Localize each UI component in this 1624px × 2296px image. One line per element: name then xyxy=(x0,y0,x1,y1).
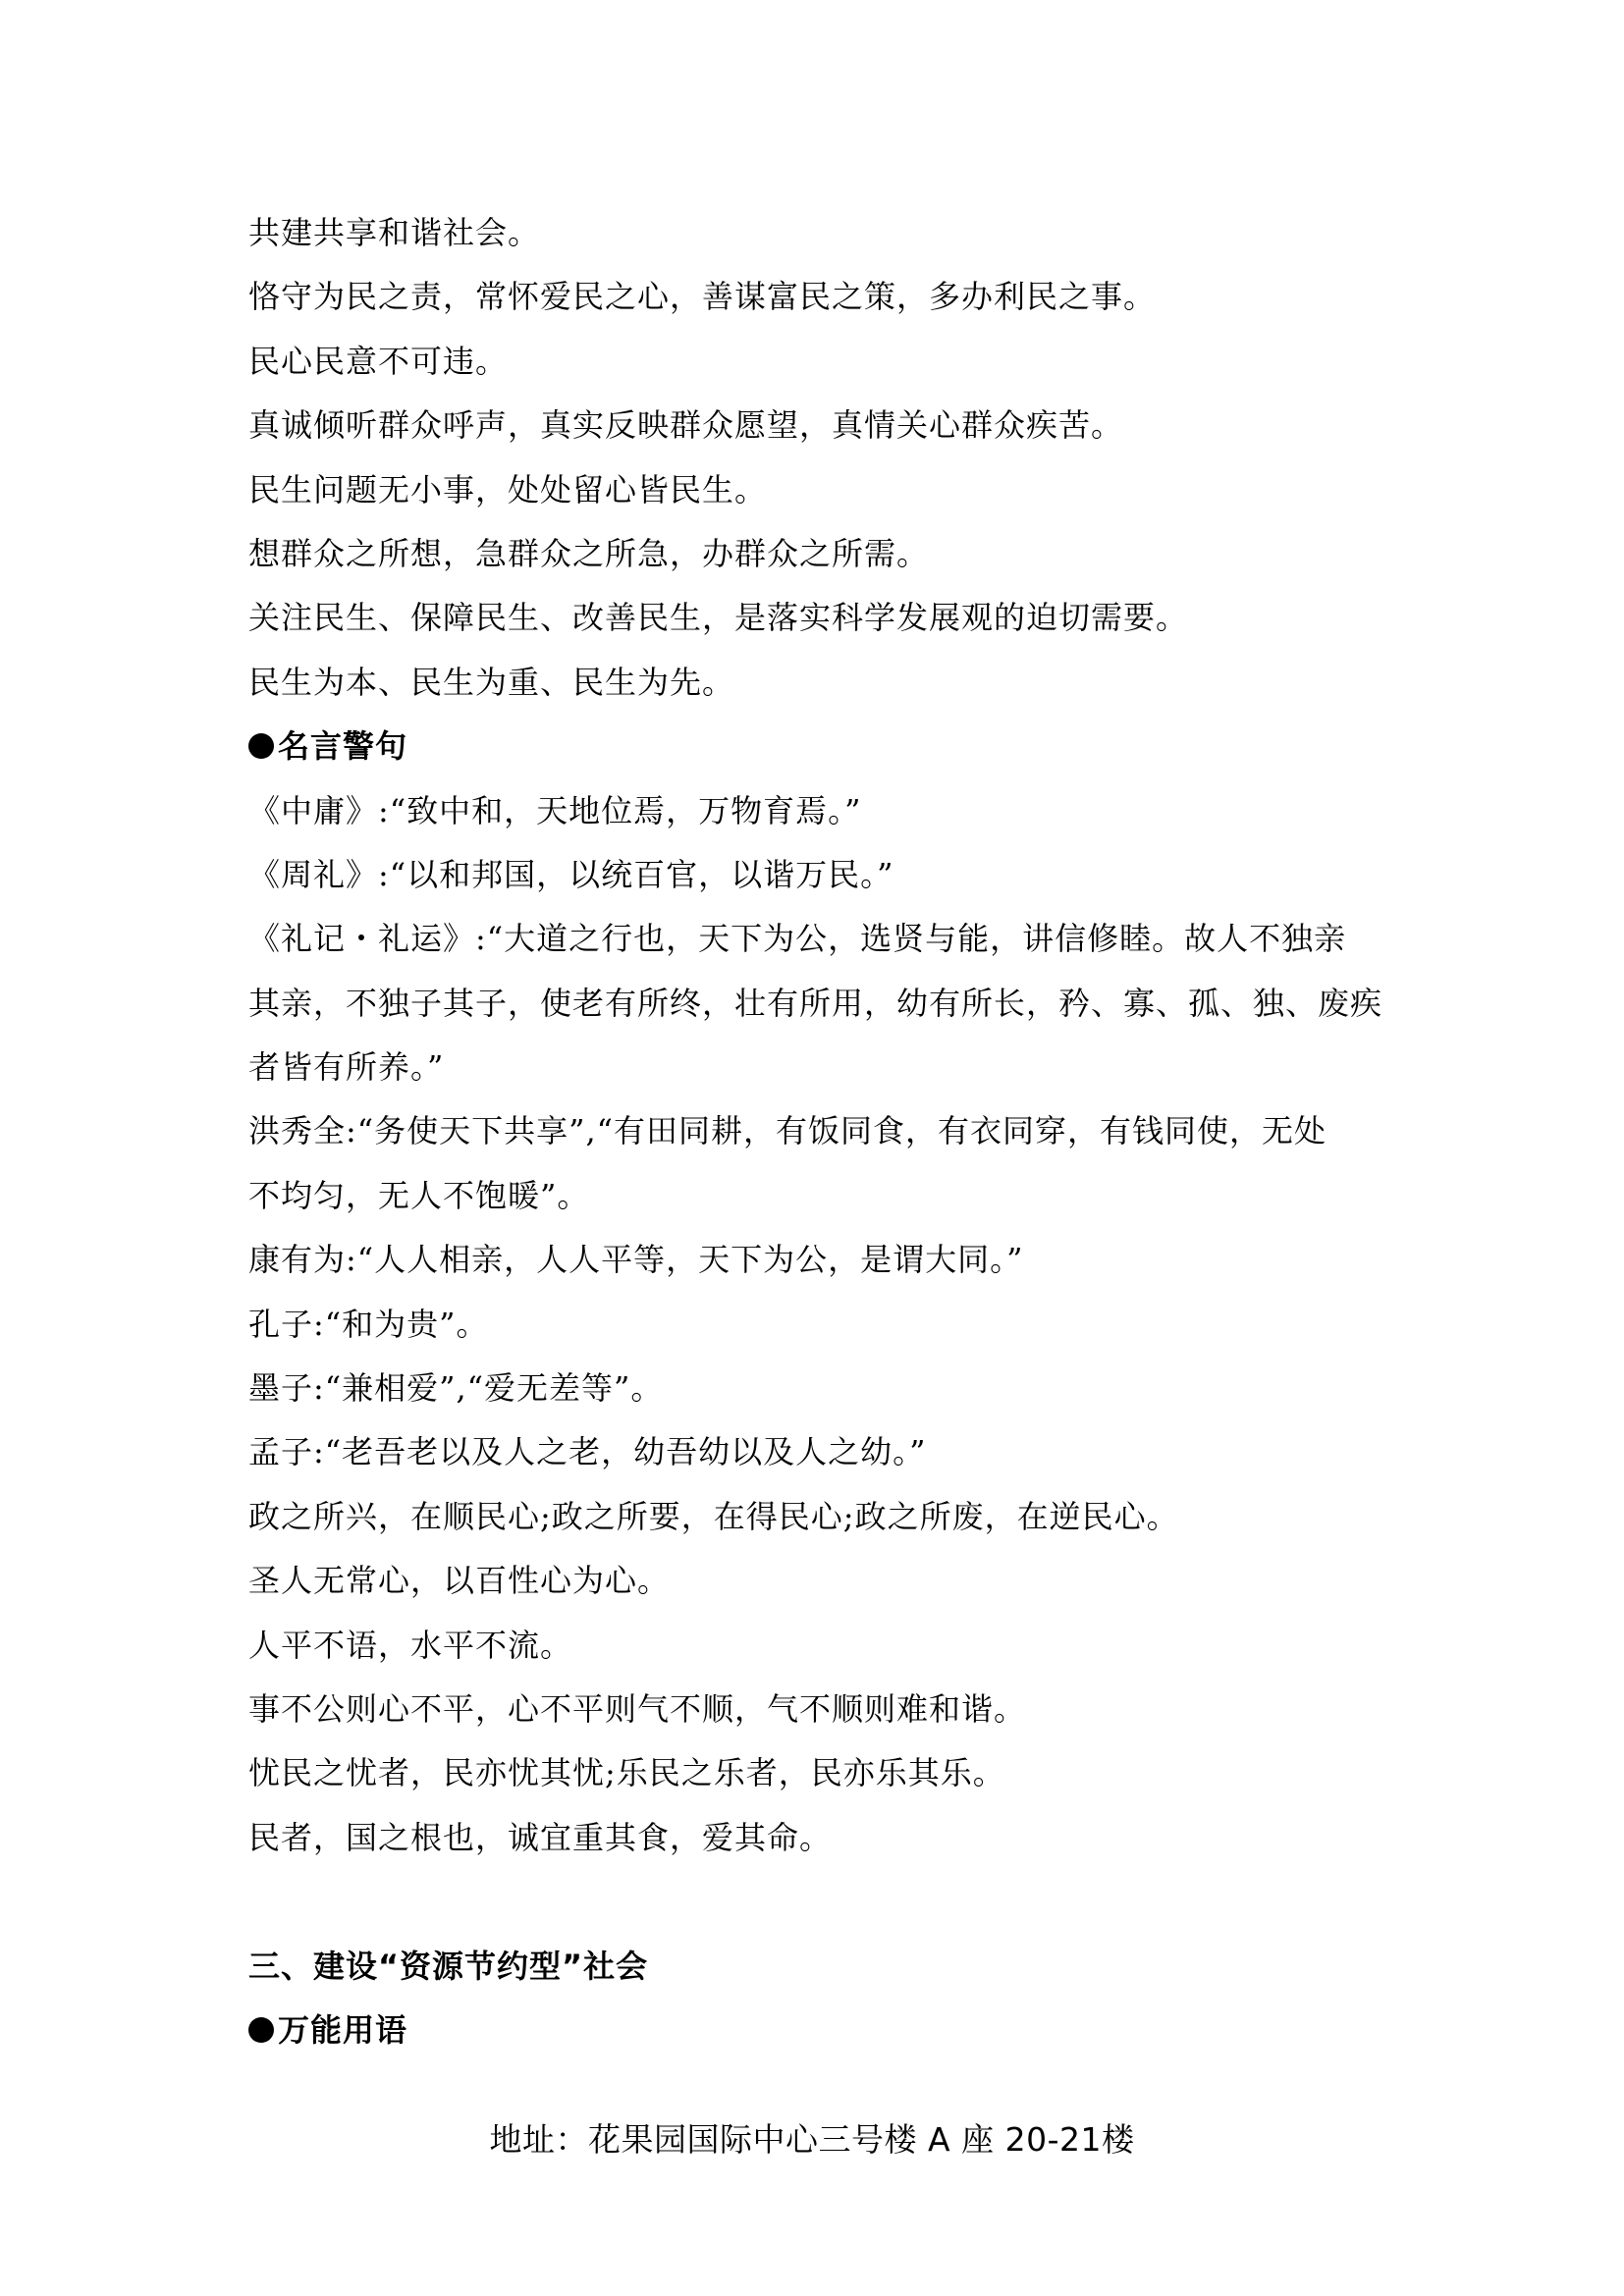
phrases-heading xyxy=(248,1999,1387,2062)
quote-line: 康有为:“人人相亲，人人平等，天下为公，是谓大同。” xyxy=(248,1241,1024,1279)
phrases-heading-label: 万能用语 xyxy=(278,2010,408,2049)
text-line: 想群众之所想，急群众之所急，办群众之所需。 xyxy=(248,534,930,572)
quote-line: 孔子:“和为贵”。 xyxy=(248,1305,489,1343)
quote-line: 圣人无常心，以百性心为心。 xyxy=(248,1562,671,1600)
quote-line: 民者，国之根也，诚宜重其食，爱其命。 xyxy=(248,1818,833,1856)
quotes-heading xyxy=(248,715,1387,778)
quote-line: 墨子:“兼相爱”,“爱无差等”。 xyxy=(248,1369,664,1408)
document-body xyxy=(248,201,1387,2062)
quote-line: 《中庸》:“致中和，天地位焉，万物育焉。” xyxy=(248,791,862,829)
quote-line: 孟子:“老吾老以及人之老，幼吾幼以及人之幼。” xyxy=(248,1433,927,1471)
text-line: 恪守为民之责，常怀爱民之心，善谋富民之策，多办利民之事。 xyxy=(248,278,1157,316)
quote-line: 忧民之忧者，民亦忧其忧;乐民之乐者，民亦乐其乐。 xyxy=(248,1754,1005,1792)
quote-line: 事不公则心不平，心不平则气不顺，气不顺则难和谐。 xyxy=(248,1689,1027,1728)
quotes-heading-label: 名言警句 xyxy=(278,727,408,766)
text-line: 共建共享和谐社会。 xyxy=(248,214,541,251)
quote-line: 政之所兴，在顺民心;政之所要，在得民心;政之所废，在逆民心。 xyxy=(248,1497,1179,1535)
section-title: 三、建设“资源节约型”社会 xyxy=(248,1947,649,1985)
text-line: 关注民生、保障民生、改善民生，是落实科学发展观的迫切需要。 xyxy=(248,599,1189,637)
quote-line: 人平不语，水平不流。 xyxy=(248,1626,573,1664)
page-footer-address: 地址：花果园国际中心三号楼 A 座 20-21楼 xyxy=(489,2120,1135,2159)
quote-line: 不均匀，无人不饱暖”。 xyxy=(248,1176,590,1214)
quote-line: 《周礼》:“以和邦国，以统百官，以谐万民。” xyxy=(248,855,894,893)
text-line: 民生问题无小事，处处留心皆民生。 xyxy=(248,470,768,508)
text-line: 民心民意不可违。 xyxy=(248,342,509,380)
section-spacer xyxy=(248,1870,1387,1934)
bullet-icon xyxy=(248,2017,274,2043)
quote-line: 《礼记・礼运》:“大道之行也，天下为公，选贤与能，讲信修睦。故人不独亲 xyxy=(248,920,1347,958)
quote-line: 其亲，不独子其子，使老有所终，壮有所用，幼有所长，矜、寡、孤、独、废疾 xyxy=(248,984,1383,1022)
text-line: 民生为本、民生为重、民生为先。 xyxy=(248,663,735,701)
bullet-icon xyxy=(248,733,274,759)
quote-line: 者皆有所养。” xyxy=(248,1048,445,1087)
quote-line: 洪秀全:“务使天下共享”,“有田同耕，有饭同食，有衣同穿，有钱同使，无处 xyxy=(248,1112,1327,1150)
text-line: 真诚倾听群众呼声，真实反映群众愿望，真情关心群众疾苦。 xyxy=(248,406,1124,445)
